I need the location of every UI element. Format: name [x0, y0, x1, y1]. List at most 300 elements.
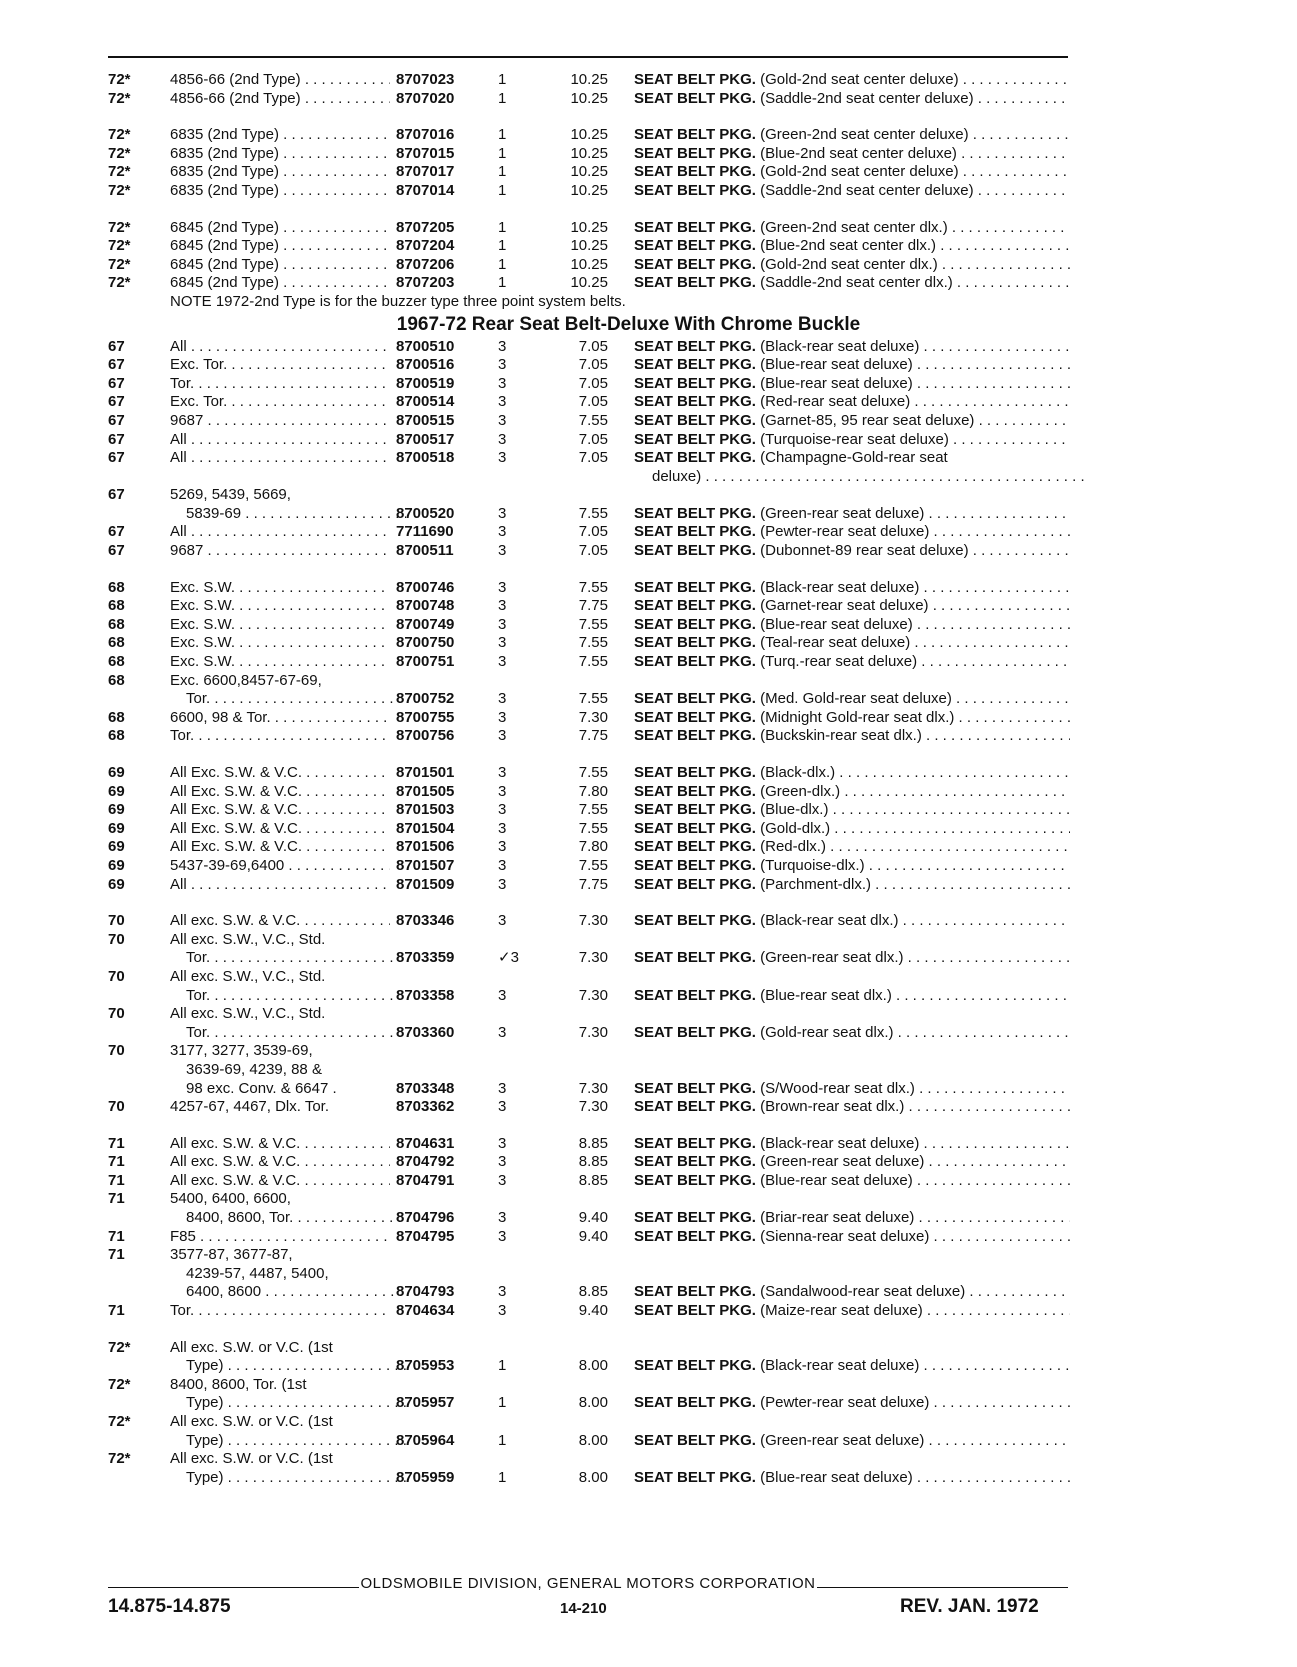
year-cell: 67	[108, 486, 125, 504]
model-cell: Type) . . .	[186, 1469, 406, 1488]
part-number-cell: 8707014	[396, 181, 455, 199]
model-cell: F85 . . .	[170, 1228, 390, 1247]
table-row	[0, 1098, 1297, 1117]
price-cell: 10.25	[570, 181, 608, 199]
part-number-cell: 8701507	[396, 856, 455, 874]
description-label: SEAT BELT PKG.	[634, 430, 756, 448]
price-cell: 7.30	[578, 1023, 608, 1041]
model-cell: 6845 (2nd Type) . . .	[170, 237, 390, 256]
description-label: SEAT BELT PKG.	[634, 504, 756, 522]
year-cell: 67	[108, 523, 125, 541]
quantity-cell: 3	[498, 542, 507, 560]
price-cell: 10.25	[570, 255, 608, 273]
price-cell: 10.25	[570, 218, 608, 236]
year-cell: 72*	[108, 255, 131, 273]
model-cell: 6835 (2nd Type) . . .	[170, 163, 390, 182]
description-cell: SEAT BELT PKG. (Turquoise-dlx.) . . .	[634, 857, 1070, 876]
part-number-cell: 8700515	[396, 411, 455, 429]
description-label: SEAT BELT PKG.	[634, 1394, 756, 1412]
table-row	[0, 690, 1297, 709]
description-cell: SEAT BELT PKG. (Gold-2nd seat center dlx.) . . .	[634, 256, 1070, 275]
quantity-cell: 3	[498, 1153, 507, 1171]
description-cell: SEAT BELT PKG. (Blue-2nd seat center deluxe) . . .	[634, 145, 1070, 164]
year-cell: 69	[108, 819, 125, 837]
table-row	[0, 1080, 1297, 1099]
quantity-cell: 3	[498, 634, 507, 652]
description-cell: SEAT BELT PKG. (Briar-rear seat deluxe) . . .	[634, 1209, 1070, 1228]
model-cell: Tor. . . .	[170, 1302, 390, 1321]
description-label: SEAT BELT PKG.	[634, 690, 756, 708]
description-cell: SEAT BELT PKG. (Saddle-2nd seat center dlx.) . . .	[634, 274, 1070, 293]
section-gap	[0, 201, 1297, 219]
revision-date: REV. JAN. 1972	[900, 1596, 1039, 1617]
model-cell: All Exc. S.W. & V.C. . . .	[170, 801, 390, 820]
description-cell: SEAT BELT PKG. (Buckskin-rear seat dlx.) . . .	[634, 727, 1070, 746]
description-label: SEAT BELT PKG.	[634, 274, 756, 292]
description-cell: SEAT BELT PKG. (Green-rear seat deluxe) . . .	[634, 505, 1070, 524]
table-row	[0, 1042, 1297, 1061]
description-cell: SEAT BELT PKG. (Black-rear seat deluxe) . . .	[634, 1357, 1070, 1376]
model-cell: Exc. S.W. . . .	[170, 597, 390, 616]
model-cell: All exc. S.W. & V.C. . . .	[170, 1153, 390, 1172]
part-number-cell: 8700517	[396, 430, 455, 448]
table-row	[0, 1357, 1297, 1376]
price-cell: 7.55	[578, 764, 608, 781]
table-row	[0, 338, 1297, 357]
price-cell: 9.40	[578, 1209, 608, 1227]
part-number-cell: 8700751	[396, 653, 455, 671]
quantity-cell: 3	[498, 653, 507, 671]
description-cell: SEAT BELT PKG. (Blue-rear seat deluxe) . . .	[634, 356, 1070, 375]
price-cell: 7.55	[578, 819, 608, 837]
description-label: SEAT BELT PKG.	[634, 89, 756, 107]
quantity-cell: 1	[498, 163, 507, 181]
table-row	[0, 912, 1297, 931]
year-cell: 70	[108, 1098, 125, 1116]
model-cell: All exc. S.W. & V.C. . . .	[170, 1135, 390, 1154]
part-number-cell: 8701505	[396, 782, 455, 800]
quantity-cell: 3	[498, 1098, 507, 1116]
model-cell: All exc. S.W. or V.C. (1st	[170, 1450, 333, 1468]
year-cell: 72*	[108, 71, 131, 88]
price-cell: 10.25	[570, 163, 608, 181]
part-number-cell: 8700752	[396, 690, 455, 708]
year-cell: 71	[108, 1190, 125, 1208]
year-cell: 71	[108, 1302, 125, 1320]
quantity-cell: 3	[498, 764, 507, 781]
part-number-cell: 8703348	[396, 1079, 455, 1097]
description-label: SEAT BELT PKG.	[634, 1227, 756, 1245]
description-label: SEAT BELT PKG.	[634, 801, 756, 819]
model-cell: Type) . . .	[186, 1394, 406, 1413]
year-cell: 67	[108, 411, 125, 429]
description-cell: SEAT BELT PKG. (Sandalwood-rear seat deluxe) . . .	[634, 1283, 1070, 1302]
description-cell: SEAT BELT PKG. (Sienna-rear seat deluxe) . . .	[634, 1228, 1070, 1247]
price-cell: 9.40	[578, 1227, 608, 1245]
quantity-cell: 3	[498, 578, 507, 596]
price-cell: 7.05	[578, 337, 608, 355]
price-cell: 8.00	[578, 1431, 608, 1449]
price-cell: 7.55	[578, 504, 608, 522]
description-cell: SEAT BELT PKG. (Blue-dlx.) . . .	[634, 801, 1070, 820]
model-cell: 3639-69, 4239, 88 &	[186, 1060, 322, 1078]
part-number-cell: 8700746	[396, 578, 455, 596]
year-cell: 72*	[108, 163, 131, 181]
year-cell: 68	[108, 597, 125, 615]
year-cell: 71	[108, 1171, 125, 1189]
part-number-cell: 8700749	[396, 615, 455, 633]
quantity-cell: 1	[498, 274, 507, 292]
part-number-cell: 8704795	[396, 1227, 455, 1245]
page-number: 14-210	[560, 1600, 607, 1617]
description-label: SEAT BELT PKG.	[634, 71, 756, 88]
table-row	[0, 1024, 1297, 1043]
year-cell: 69	[108, 856, 125, 874]
table-row	[0, 727, 1297, 746]
price-cell: 7.55	[578, 856, 608, 874]
description-cell: SEAT BELT PKG. (Green-rear seat dlx.) . . .	[634, 949, 1070, 968]
description-label: SEAT BELT PKG.	[634, 708, 756, 726]
table-row	[0, 90, 1297, 109]
part-number-cell: 8705953	[396, 1357, 455, 1375]
part-number-cell: 8704634	[396, 1302, 455, 1320]
description-cell: SEAT BELT PKG. (Gold-dlx.) . . .	[634, 820, 1070, 839]
part-number-cell: 8703360	[396, 1023, 455, 1041]
description-cell: SEAT BELT PKG. (Green-2nd seat center deluxe) . . .	[634, 126, 1070, 145]
quantity-cell: ✓3	[498, 949, 519, 967]
table-row	[0, 375, 1297, 394]
description-cell: SEAT BELT PKG. (Black-dlx.) . . .	[634, 764, 1070, 783]
year-cell: 67	[108, 393, 125, 411]
price-cell: 10.25	[570, 126, 608, 144]
quantity-cell: 3	[498, 727, 507, 745]
price-cell: 7.05	[578, 449, 608, 467]
model-cell: 5269, 5439, 5669,	[170, 486, 291, 504]
parts-list	[0, 71, 1297, 1487]
year-cell: 72*	[108, 1338, 131, 1356]
model-cell: All Exc. S.W. & V.C. . . .	[170, 838, 390, 857]
description-label: SEAT BELT PKG.	[634, 912, 756, 930]
model-cell: Exc. Tor. . . .	[170, 393, 390, 412]
year-cell: 71	[108, 1134, 125, 1152]
model-cell: 9687 . . .	[170, 542, 390, 561]
table-row	[0, 968, 1297, 987]
part-number-cell: 8701503	[396, 801, 455, 819]
part-number-cell: 8700520	[396, 504, 455, 522]
part-number-cell: 8707016	[396, 126, 455, 144]
price-cell: 7.80	[578, 782, 608, 800]
part-number-cell: 8700519	[396, 374, 455, 392]
quantity-cell: 1	[498, 1357, 507, 1375]
table-row	[0, 1432, 1297, 1451]
description-cell: SEAT BELT PKG. (Black-rear seat deluxe) . . .	[634, 1135, 1070, 1154]
description-cell: SEAT BELT PKG. (Red-dlx.) . . .	[634, 838, 1070, 857]
price-cell: 7.30	[578, 986, 608, 1004]
quantity-cell: 3	[498, 1171, 507, 1189]
part-number-cell: 8701504	[396, 819, 455, 837]
year-cell: 70	[108, 1042, 125, 1060]
table-row	[0, 1005, 1297, 1024]
section-gap	[0, 746, 1297, 764]
model-cell: 6845 (2nd Type) . . .	[170, 256, 390, 275]
table-row	[0, 1469, 1297, 1488]
description-label: SEAT BELT PKG.	[634, 764, 756, 781]
part-number-cell: 8701506	[396, 838, 455, 856]
quantity-cell: 1	[498, 218, 507, 236]
table-row	[0, 949, 1297, 968]
section-gap	[0, 1321, 1297, 1339]
description-cell: SEAT BELT PKG. (Teal-rear seat deluxe) . . .	[634, 634, 1070, 653]
table-row	[0, 709, 1297, 728]
model-cell: Tor. . . .	[170, 375, 390, 394]
description-label: SEAT BELT PKG.	[634, 782, 756, 800]
model-cell: 4856-66 (2nd Type) . . .	[170, 71, 390, 90]
quantity-cell: 3	[498, 393, 507, 411]
model-cell: All . . .	[170, 876, 390, 895]
part-number-cell: 8707015	[396, 144, 455, 162]
table-row	[0, 542, 1297, 561]
table-row	[0, 1135, 1297, 1154]
quantity-cell: 3	[498, 523, 507, 541]
model-cell: All . . .	[170, 449, 390, 468]
table-row	[0, 1153, 1297, 1172]
model-cell: All exc. S.W., V.C., Std.	[170, 930, 326, 948]
quantity-cell: 3	[498, 986, 507, 1004]
description-cell: SEAT BELT PKG. (Green-rear seat deluxe) . . .	[634, 1432, 1070, 1451]
year-cell: 68	[108, 578, 125, 596]
description-cell: SEAT BELT PKG. (Gold-rear seat dlx.) . . .	[634, 1024, 1070, 1043]
model-cell: 6835 (2nd Type) . . .	[170, 182, 390, 201]
description-label: SEAT BELT PKG.	[634, 411, 756, 429]
price-cell: 10.25	[570, 71, 608, 88]
table-row	[0, 505, 1297, 524]
price-cell: 7.05	[578, 542, 608, 560]
model-cell: 5839-69 . . .	[186, 505, 406, 524]
description-label: SEAT BELT PKG.	[634, 986, 756, 1004]
model-cell: 6835 (2nd Type) . . .	[170, 126, 390, 145]
table-row	[0, 672, 1297, 691]
model-cell: Exc. S.W. . . .	[170, 634, 390, 653]
part-number-cell: 8704793	[396, 1283, 455, 1301]
description-label: SEAT BELT PKG.	[634, 1098, 756, 1116]
price-cell: 7.30	[578, 708, 608, 726]
part-number-cell: 8705959	[396, 1468, 455, 1486]
price-cell: 7.30	[578, 1098, 608, 1116]
description-cell: SEAT BELT PKG. (Saddle-2nd seat center deluxe) . . .	[634, 90, 1070, 109]
quantity-cell: 3	[498, 1079, 507, 1097]
year-cell: 71	[108, 1153, 125, 1171]
quantity-cell: 3	[498, 1023, 507, 1041]
year-cell: 67	[108, 374, 125, 392]
footer-rule	[108, 1575, 1068, 1595]
model-cell: 3577-87, 3677-87,	[170, 1246, 293, 1264]
price-cell: 7.55	[578, 801, 608, 819]
description-label: SEAT BELT PKG.	[634, 1431, 756, 1449]
quantity-cell: 3	[498, 504, 507, 522]
description-label: SEAT BELT PKG.	[634, 634, 756, 652]
description-label: SEAT BELT PKG.	[634, 653, 756, 671]
table-row	[0, 1209, 1297, 1228]
model-cell: 6845 (2nd Type) . . .	[170, 274, 390, 293]
part-number-cell: 8700510	[396, 337, 455, 355]
description-label: SEAT BELT PKG.	[634, 727, 756, 745]
description-label: SEAT BELT PKG.	[634, 1171, 756, 1189]
price-cell: 10.25	[570, 237, 608, 255]
table-row	[0, 801, 1297, 820]
model-cell: All exc. S.W., V.C., Std.	[170, 1005, 326, 1023]
description-cell: SEAT BELT PKG. (Blue-rear seat deluxe) . . .	[634, 616, 1070, 635]
year-cell: 69	[108, 764, 125, 781]
model-cell: 4856-66 (2nd Type) . . .	[170, 90, 390, 109]
table-row	[0, 931, 1297, 950]
table-row	[0, 274, 1297, 293]
table-row	[0, 163, 1297, 182]
model-cell: All . . .	[170, 523, 390, 542]
description-label: SEAT BELT PKG.	[634, 237, 756, 255]
note-text: NOTE 1972-2nd Type is for the buzzer type three point system belts.	[170, 292, 626, 310]
price-cell: 7.05	[578, 523, 608, 541]
table-row	[0, 1246, 1297, 1265]
part-number-cell: 8707020	[396, 89, 455, 107]
description-cell: SEAT BELT PKG. (Red-rear seat deluxe) . . .	[634, 393, 1070, 412]
year-cell: 67	[108, 356, 125, 374]
quantity-cell: 3	[498, 708, 507, 726]
description-cell: SEAT BELT PKG. (Dubonnet-89 rear seat deluxe) . . .	[634, 542, 1070, 561]
description-label: SEAT BELT PKG.	[634, 1283, 756, 1301]
year-cell: 70	[108, 912, 125, 930]
description-cell: SEAT BELT PKG. (Brown-rear seat dlx.) . . .	[634, 1098, 1070, 1117]
table-row	[0, 523, 1297, 542]
year-cell: 67	[108, 337, 125, 355]
model-cell: 5437-39-69,6400 . . .	[170, 857, 390, 876]
year-cell: 69	[108, 801, 125, 819]
description-label: SEAT BELT PKG.	[634, 1023, 756, 1041]
model-cell: All exc. S.W. or V.C. (1st	[170, 1338, 333, 1356]
price-cell: 8.85	[578, 1153, 608, 1171]
year-cell: 72*	[108, 274, 131, 292]
description-cell: SEAT BELT PKG. (Turq.-rear seat deluxe) . . .	[634, 653, 1070, 672]
model-cell: Tor. . . .	[186, 690, 406, 709]
table-row	[0, 857, 1297, 876]
year-cell: 68	[108, 653, 125, 671]
model-cell: Tor. . . .	[186, 1024, 406, 1043]
model-cell: Exc. Tor. . . .	[170, 356, 390, 375]
model-cell: 4239-57, 4487, 5400,	[186, 1264, 329, 1282]
model-cell: All exc. S.W. & V.C. . . .	[170, 1172, 390, 1191]
price-cell: 7.55	[578, 653, 608, 671]
description-cell: SEAT BELT PKG. (Garnet-rear seat deluxe) . . .	[634, 597, 1070, 616]
description-label: SEAT BELT PKG.	[634, 393, 756, 411]
description-cell: SEAT BELT PKG. (Gold-2nd seat center deluxe) . . .	[634, 71, 1070, 90]
part-number-cell: 8705957	[396, 1394, 455, 1412]
model-cell: 6600, 98 & Tor. . . .	[170, 709, 390, 728]
table-row	[0, 1339, 1297, 1358]
description-cell: SEAT BELT PKG. (Champagne-Gold-rear seat	[634, 449, 948, 467]
model-cell: All . . .	[170, 431, 390, 450]
table-row	[0, 1172, 1297, 1191]
quantity-cell: 1	[498, 71, 507, 88]
price-cell: 7.80	[578, 838, 608, 856]
quantity-cell: 3	[498, 430, 507, 448]
table-row	[0, 412, 1297, 431]
description-label: SEAT BELT PKG.	[634, 1302, 756, 1320]
table-row	[0, 838, 1297, 857]
table-row	[0, 634, 1297, 653]
price-cell: 7.05	[578, 374, 608, 392]
year-cell: 69	[108, 782, 125, 800]
year-cell: 70	[108, 967, 125, 985]
description-label: SEAT BELT PKG.	[634, 163, 756, 181]
part-number-cell: 8704631	[396, 1134, 455, 1152]
model-cell: Tor. . . .	[186, 987, 406, 1006]
model-cell: 4257-67, 4467, Dlx. Tor.	[170, 1098, 329, 1116]
quantity-cell: 3	[498, 1227, 507, 1245]
quantity-cell: 3	[498, 449, 507, 467]
quantity-cell: 3	[498, 337, 507, 355]
table-row	[0, 1413, 1297, 1432]
price-cell: 8.85	[578, 1283, 608, 1301]
price-cell: 7.55	[578, 634, 608, 652]
model-cell: 98 exc. Conv. & 6647 .	[186, 1079, 337, 1097]
quantity-cell: 1	[498, 1431, 507, 1449]
model-cell: Type) . . .	[186, 1357, 406, 1376]
description-cell: SEAT BELT PKG. (Green-2nd seat center dlx.) . . .	[634, 219, 1070, 238]
part-number-cell: 8707205	[396, 218, 455, 236]
part-number-cell: 8700511	[396, 542, 454, 560]
table-row	[0, 1265, 1297, 1284]
description-cell: SEAT BELT PKG. (Maize-rear seat deluxe) . . .	[634, 1302, 1070, 1321]
quantity-cell: 1	[498, 1394, 507, 1412]
table-row	[0, 71, 1297, 90]
description-cell: SEAT BELT PKG. (Saddle-2nd seat center deluxe) . . .	[634, 182, 1070, 201]
quantity-cell: 1	[498, 126, 507, 144]
table-row	[0, 182, 1297, 201]
part-number-cell: 8700516	[396, 356, 455, 374]
section-gap	[0, 894, 1297, 912]
price-cell: 10.25	[570, 89, 608, 107]
table-row	[0, 431, 1297, 450]
description-cell: SEAT BELT PKG. (Blue-rear seat deluxe) . . .	[634, 375, 1070, 394]
table-row	[0, 653, 1297, 672]
description-cell: SEAT BELT PKG. (Blue-rear seat dlx.) . . .	[634, 987, 1070, 1006]
quantity-cell: 3	[498, 801, 507, 819]
year-cell: 67	[108, 449, 125, 467]
description-cell: SEAT BELT PKG. (Gold-2nd seat center deluxe) . . .	[634, 163, 1070, 182]
model-cell: 5400, 6400, 6600,	[170, 1190, 291, 1208]
quantity-cell: 3	[498, 819, 507, 837]
corporation-name: OLDSMOBILE DIVISION, GENERAL MOTORS CORPORATION	[360, 1575, 816, 1592]
quantity-cell: 3	[498, 875, 507, 893]
model-cell: Exc. S.W. . . .	[170, 579, 390, 598]
quantity-cell: 3	[498, 1134, 507, 1152]
model-cell: All . . .	[170, 338, 390, 357]
quantity-cell: 3	[498, 374, 507, 392]
part-number-cell: 8703362	[396, 1098, 455, 1116]
price-cell: 7.75	[578, 597, 608, 615]
description-cell: SEAT BELT PKG. (Black-rear seat deluxe) . . .	[634, 338, 1070, 357]
table-row	[0, 237, 1297, 256]
model-cell: Exc. 6600,8457-67-69,	[170, 671, 322, 689]
description-label: SEAT BELT PKG.	[634, 875, 756, 893]
description-label: SEAT BELT PKG.	[634, 1153, 756, 1171]
table-row	[0, 393, 1297, 412]
model-cell: 8400, 8600, Tor. . . .	[186, 1209, 406, 1228]
description-label: SEAT BELT PKG.	[634, 819, 756, 837]
part-number-cell: 8707204	[396, 237, 455, 255]
part-number-cell: 8700748	[396, 597, 455, 615]
price-cell: 7.55	[578, 615, 608, 633]
quantity-cell: 3	[498, 690, 507, 708]
